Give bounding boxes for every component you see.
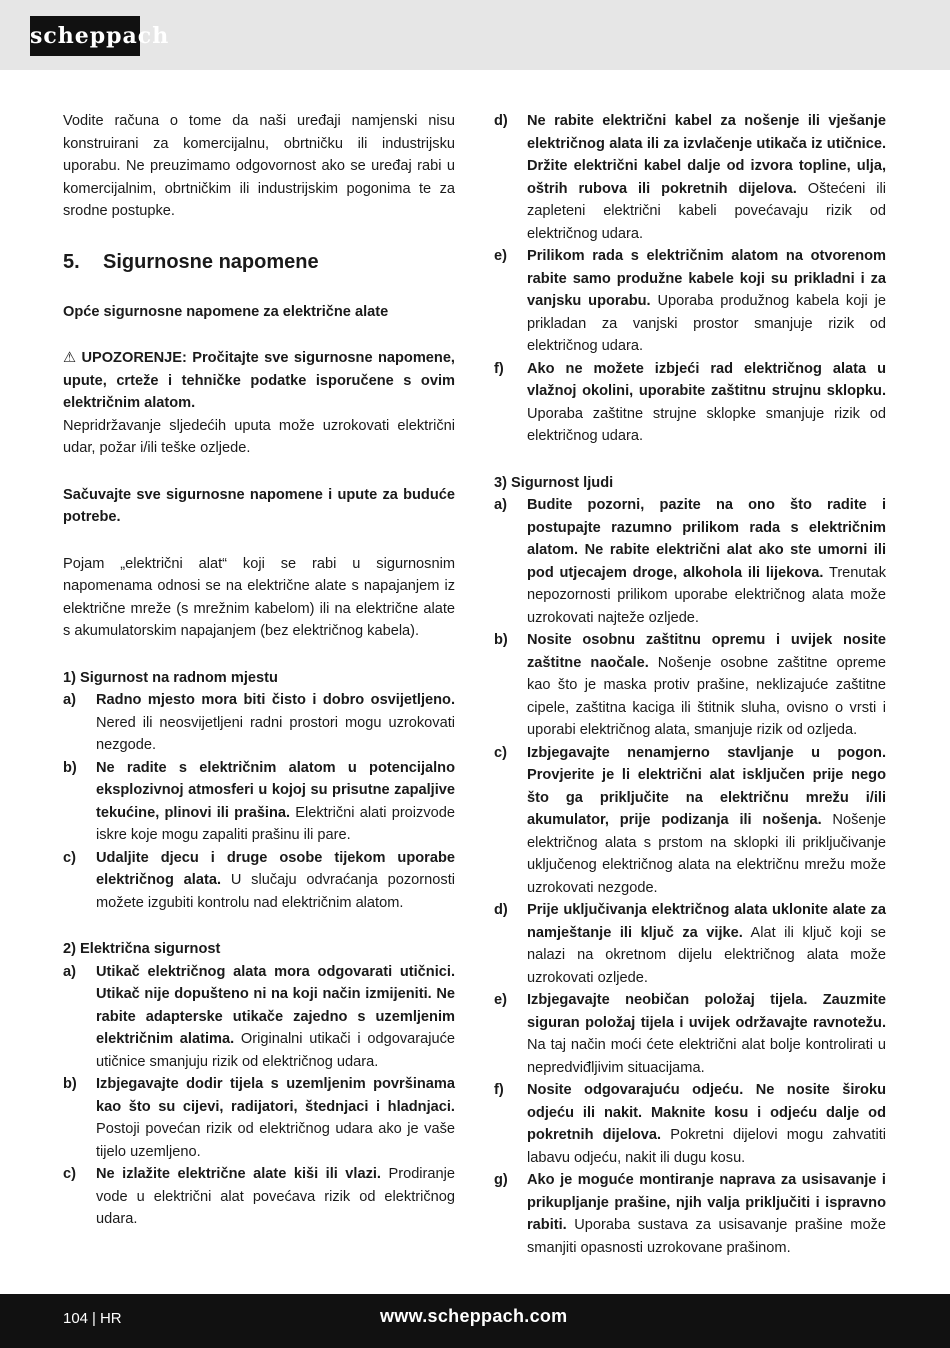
footer-bar	[0, 1294, 950, 1348]
warning-bold-text: UPOZORENJE: Pročitajte sve sigurnosne napomene, upute, crteže i tehničke podatke isporučene s ovim električnim alatom.	[63, 350, 455, 411]
warning-paragraph	[63, 347, 455, 415]
section-title: Sigurnosne napomene	[103, 250, 319, 273]
item-label: f)	[494, 360, 504, 377]
work-area-heading: 1) Sigurnost na radnom mjestu	[63, 669, 278, 686]
list-item	[494, 1079, 886, 1169]
list-item	[494, 1169, 886, 1259]
item-body: Nosite osobnu zaštitnu opremu i uvijek nosite zaštitne naočale. Nošenje osobne zaštitne opreme kao što je maska protiv prašine, neklizajuće zaštitne cipele, zaštitna kaciga ili štitnik sluha, ovisno o vrsti i uporabi električnog alata, smanjuje rizik od ozljeda.	[527, 632, 886, 738]
item-body: Ne radite s električnim alatom u potencijalno eksplozivnoj atmosferi u kojoj su prisutne zapaljive tekućine, plinovi ili prašina. Električni alati proizvode iskre koje mogu zapaliti prašinu ili pare.	[96, 759, 455, 843]
item-body: Izbjegavajte dodir tijela s uzemljenim površinama kao što su cijevi, radijatori, štednjaci i hladnjaci. Postoji povećan rizik od električnog udara ako je vaše tijelo uzemljeno.	[96, 1076, 455, 1160]
section-number: 5.	[63, 250, 80, 273]
electrical-heading: 2) Električna sigurnost	[63, 941, 221, 957]
item-label: c)	[63, 849, 76, 866]
item-body: Prije uključivanja električnog alata uklonite alate za namještanje ili ključ za vijke. Alat ili ključ koji se nalazi na okretnom dijelu električnog alata može uzrokovati ozljede.	[527, 902, 886, 986]
item-label: c)	[63, 1166, 76, 1182]
item-label: d)	[494, 902, 508, 918]
warning-text: Nepridržavanje sljedećih uputa može uzrokovati električni udar, požar i/ili teške ozljede.	[63, 417, 455, 456]
item-body: Ako je moguće montiranje naprava za usisavanje i prikupljanje prašine, njih valja priključiti i ispravno rabiti. Uporaba sustava za usisavanje prašine može smanjiti opasnosti uzrokovane prašinom.	[527, 1172, 886, 1256]
item-label: a)	[63, 692, 76, 708]
list-item	[494, 989, 886, 1079]
item-body: Ako ne možete izbjeći rad električnog alata u vlažnoj okolini, uporabite zaštitnu strujnu sklopku. Uporaba zaštitne strujne sklopke smanjuje rizik od električnog udara.	[527, 360, 886, 444]
list-item	[63, 1073, 455, 1163]
persons-heading: 3) Sigurnost ljudi	[494, 474, 614, 491]
item-label: a)	[494, 497, 507, 513]
general-heading: Opće sigurnosne napomene za električne alate	[63, 303, 389, 320]
page-number: 104	[63, 1310, 89, 1327]
keep-instructions: Sačuvajte sve sigurnosne napomene i upute za buduće potrebe.	[63, 486, 455, 525]
list-item	[63, 847, 455, 915]
website-link[interactable]: www.scheppach.com	[380, 1306, 568, 1326]
list-item	[494, 494, 886, 629]
list-item	[63, 757, 455, 847]
item-label: a)	[63, 963, 76, 980]
item-body: Ne rabite električni kabel za nošenje ili vješanje električnog alata ili za izvlačenje utikača iz utičnice. Držite električni kabel dalje od izvora topline, ulja, oštrih rubova ili pokretnih dijelova. Oštećeni ili zapleteni električni kabeli povećavaju rizik od električnog udara.	[527, 113, 886, 242]
item-label: b)	[63, 1076, 77, 1092]
item-body: Nosite odgovarajuću odjeću. Ne nosite široku odjeću ili nakit. Maknite kosu i odjeću dalje od pokretnih dijelova. Pokretni dijelovi mogu zahvatiti labavu odjeću, nakit ili dugu kosu.	[527, 1082, 887, 1166]
scheppach-logo: scheppach	[30, 16, 140, 56]
list-item	[494, 110, 886, 245]
page-separator: |	[92, 1310, 96, 1327]
list-item	[494, 245, 886, 358]
item-body: Udaljite djecu i druge osobe tijekom uporabe električnog alata. U slučaju odvraćanja pozornosti možete izgubiti kontrolu nad električnim alatom.	[96, 849, 455, 911]
list-item	[494, 629, 886, 742]
left-column	[63, 110, 455, 1231]
right-column	[494, 110, 886, 1259]
warning-triangle-icon: ⚠	[63, 350, 78, 366]
item-body: Prilikom rada s električnim alatom na otvorenom rabite samo produžne kabele koji su prikladni i za vanjsku uporabu. Uporaba produžnog kabela koji je prikladan za vanjski prostor smanjuje rizik od električnog udara.	[527, 248, 886, 354]
item-label: d)	[494, 113, 508, 129]
intro-paragraph: Vodite računa o tome da naši uređaji namjenski nisu konstruirani za komercijalnu, obrtničku ili industrijsku uporabu. Ne preuzimamo odgovornost ako se uređaj rabi u komercijalnim, obrtničkim ili industrijskim pogonima te za srodne postupke.	[63, 113, 455, 219]
item-label: b)	[494, 632, 508, 648]
list-item	[494, 742, 886, 900]
item-label: f)	[494, 1082, 504, 1098]
item-body: Izbjegavajte neobičan položaj tijela. Zauzmite siguran položaj tijela i uvijek održavajte ravnotežu. Na taj način moći ćete električni alat bolje kontrolirati u nepredviđljivim situacijama.	[527, 992, 886, 1076]
list-item	[494, 358, 886, 448]
item-label: g)	[494, 1172, 508, 1188]
list-item	[494, 899, 886, 989]
item-body: Radno mjesto mora biti čisto i dobro osvijetljeno. Nered ili neosvijetljeni radni prostori mogu uzrokovati nezgode.	[96, 692, 455, 753]
term-definition: Pojam „električni alat“ koji se rabi u sigurnosnim napomenama odnosi se na električne alate s napajanjem iz električne mreže (s mrežnim kabelom) ili na električne alate s akumulatorskim napajanjem (bez električnog kabela).	[63, 555, 455, 639]
item-label: b)	[63, 759, 77, 776]
item-label: c)	[494, 744, 507, 761]
item-body: Izbjegavajte nenamjerno stavljanje u pogon. Provjerite je li električni alat isključen prije nego što ga priključite na električnu mrežu i/ili akumulator, prije podizanja ili nošenja. Nošenje električnog alata s prstom na sklopki ili priključivanje uključenog električnog alata na električnu mrežu može uzrokovati nezgode.	[527, 744, 886, 896]
section-heading	[63, 247, 455, 277]
language-code: HR	[99, 1310, 122, 1327]
list-item	[63, 689, 455, 757]
header-band	[0, 0, 950, 70]
page-indicator	[63, 1310, 122, 1327]
list-item	[63, 1163, 455, 1231]
list-item	[63, 961, 455, 1074]
item-body: Budite pozorni, pazite na ono što radite i postupajte razumno prilikom rada s električnim alatom. Ne rabite električni alat ako ste umorni ili pod utjecajem droge, alkohola ili lijekova. Trenutak nepozornosti prilikom uporabe električnog alata može uzrokovati najteže ozljede.	[527, 497, 887, 626]
item-body: Utikač električnog alata mora odgovarati utičnici. Utikač nije dopušteno ni na koji način izmijeniti. Ne rabite adapterske utikače zajedno s uzemljenim električnim alatima. Originalni utikači i odgovarajuće utičnice smanjuju rizik od električnog udara.	[96, 963, 455, 1070]
item-label: e)	[494, 248, 507, 264]
item-label: e)	[494, 992, 507, 1008]
item-body: Ne izlažite električne alate kiši ili vlazi. Prodiranje vode u električni alat povećava rizik od električnog udara.	[96, 1166, 455, 1227]
